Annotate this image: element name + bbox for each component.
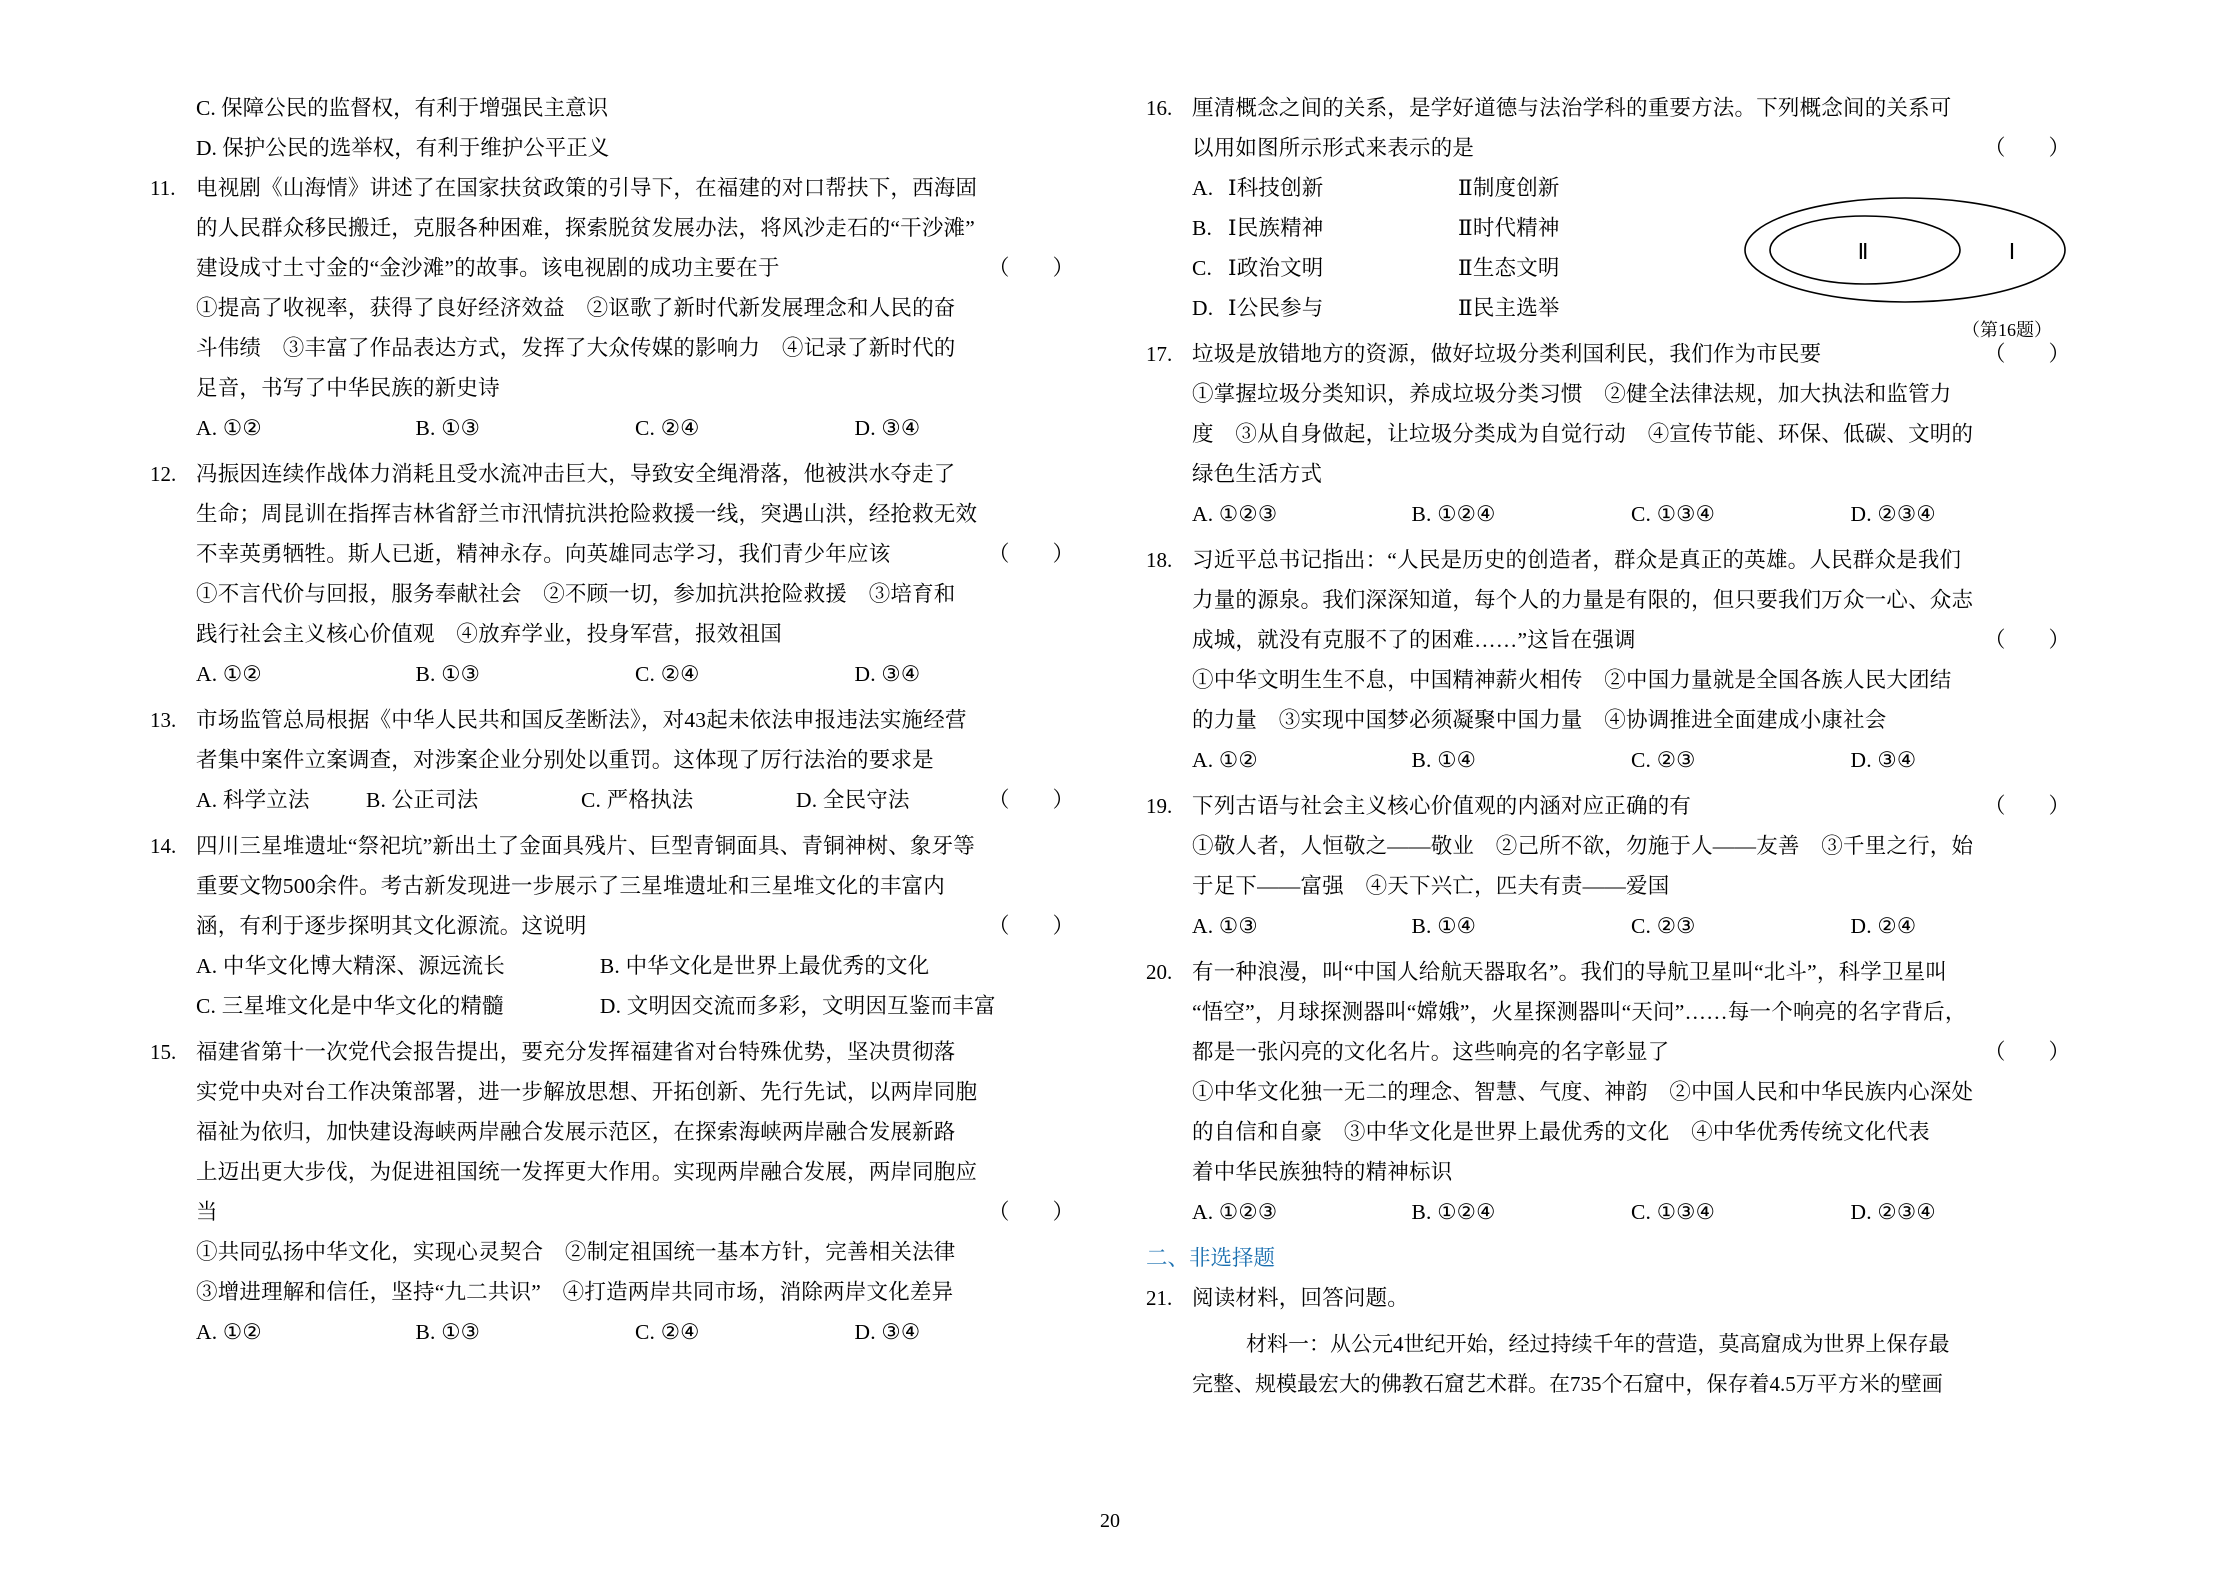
q16-line-1: 厘清概念之间的关系，是学好道德与法治学科的重要方法。下列概念间的关系可 [1192,96,1952,120]
q18-answer-paren: （ ） [1983,628,2070,652]
q15-option-a[interactable]: A. ①② [196,1320,262,1344]
q18-option-c[interactable]: C. ②③ [1631,748,1696,772]
question-21-number: 21. [1146,1286,1173,1310]
right-column [1146,88,2070,1448]
q17-option-b[interactable]: B. ①②④ [1411,502,1496,526]
q13-option-d[interactable]: D. 全民守法 [796,788,910,812]
outer-ellipse-label: Ⅰ [2008,239,2016,264]
q13-answer-paren: （ ） [987,788,1074,812]
q17-line-3: 度 ③从自身做起，让垃圾分类成为自觉行动 ④宣传节能、环保、低碳、文明的 [1192,422,1974,446]
q18-option-b[interactable]: B. ①④ [1411,748,1477,772]
q20-options [1192,1192,2070,1232]
q15-line-1: 福建省第十一次党代会报告提出，要充分发挥福建省对台特殊优势，坚决贯彻落 [196,1040,956,1064]
q15-options [196,1312,1074,1352]
question-11-number: 11. [150,176,176,200]
q17-option-c[interactable]: C. ①③④ [1631,502,1716,526]
q14-option-a[interactable]: A. 中华文化博大精深、源远流长 [196,954,505,978]
q17-option-d[interactable]: D. ②③④ [1850,502,1936,526]
two-column-layout [150,88,2070,1448]
q20-option-c[interactable]: C. ①③④ [1631,1200,1716,1224]
q18-line-2: 力量的源泉。我们深深知道，每个人的力量是有限的，但只要我们万众一心、众志 [1192,588,1974,612]
q12-line-4: ①不言代价与回报，服务奉献社会 ②不顾一切，参加抗洪抢险救援 ③培育和 [196,582,956,606]
q12-line-3: （ ） 不幸英勇牺牲。斯人已逝，精神永存。向英雄同志学习，我们青少年应该 [196,534,1074,574]
q18-line-1: 习近平总书记指出：“人民是历史的创造者，群众是真正的英雄。人民群众是我们 [1192,548,1962,572]
q17-answer-paren: （ ） [1983,342,2070,366]
question-15 [150,1032,1074,1352]
figure-caption-16: （第16题） [1962,320,2052,340]
q20-line-4: ①中华文化独一无二的理念、智慧、气度、神韵 ②中国人民和中华民族内心深处 [1192,1080,1974,1104]
q20-option-d[interactable]: D. ②③④ [1850,1200,1936,1224]
q11-line-1: 电视剧《山海情》讲述了在国家扶贫政策的引导下，在福建的对口帮扶下，西海固 [196,176,978,200]
q16-answer-paren: （ ） [1983,136,2070,160]
q19-answer-paren: （ ） [1983,794,2070,818]
q11-line-5: 斗伟绩 ③丰富了作品表达方式，发挥了大众传媒的影响力 ④记录了新时代的 [196,336,956,360]
q19-line-3: 于足下——富强 ④天下兴亡，匹夫有责——爱国 [1192,874,1670,898]
q18-option-a[interactable]: A. ①② [1192,748,1258,772]
question-19-number: 19. [1146,794,1173,818]
question-14-number: 14. [150,834,177,858]
q17-line-4: 绿色生活方式 [1192,462,1323,486]
q16-option-a[interactable]: A. Ⅰ科技创新 Ⅱ制度创新 [1192,176,1560,200]
q15-line-3: 福祉为依归，加快建设海峡两岸融合发展示范区，在探索海峡两岸融合发展新路 [196,1120,956,1144]
page-number: 20 [1100,1510,1120,1532]
question-14 [150,826,1074,1026]
question-16-number: 16. [1146,96,1173,120]
question-14-body [196,826,1074,1026]
question-13-body [196,700,1074,820]
q11-option-b[interactable]: B. ①③ [415,416,481,440]
q16-option-b[interactable]: B. Ⅰ民族精神 Ⅱ时代精神 [1192,216,1560,240]
q15-answer-paren: （ ） [987,1200,1074,1224]
q12-option-b[interactable]: B. ①③ [415,662,481,686]
q20-answer-paren: （ ） [1983,1040,2070,1064]
q18-line-5: 的力量 ③实现中国梦必须凝聚中国力量 ④协调推进全面建成小康社会 [1192,708,1887,732]
question-15-number: 15. [150,1040,177,1064]
q12-answer-paren: （ ） [987,542,1074,566]
q12-line-2: 生命；周昆训在指挥吉林省舒兰市汛情抗洪抢险救援一线，突遇山洪，经抢救无效 [196,502,978,526]
question-13-number: 13. [150,708,177,732]
q20-option-a[interactable]: A. ①②③ [1192,1200,1278,1224]
q21-material-line-1: 材料一：从公元4世纪开始，经过持续千年的营造，莫高窟成为世界上保存最 [1246,1332,1950,1356]
q20-line-6: 着中华民族独特的精神标识 [1192,1160,1453,1184]
q19-line-2: ①敬人者，人恒敬之——敬业 ②己所不欲，勿施于人——友善 ③千里之行，始 [1192,834,1974,858]
q11-line-4: ①提高了收视率，获得了良好经济效益 ②讴歌了新时代新发展理念和人民的奋 [196,296,956,320]
q21-material-line-2: 完整、规模最宏大的佛教石窟艺术群。在735个石窟中，保存着4.5万平方米的壁画 [1192,1372,1943,1396]
q15-option-b[interactable]: B. ①③ [415,1320,481,1344]
carryover-option-d: D. 保护公民的选举权，有利于维护公平正义 [196,136,610,160]
q12-option-a[interactable]: A. ①② [196,662,262,686]
q11-option-a[interactable]: A. ①② [196,416,262,440]
question-15-body [196,1032,1074,1352]
q14-line-2: 重要文物500余件。考古新发现进一步展示了三星堆遗址和三星堆文化的丰富内 [196,874,945,898]
question-19-body [1192,786,2070,946]
carryover-option-c: C. 保障公民的监督权，有利于增强民主意识 [196,96,609,120]
q19-options [1192,906,2070,946]
q11-options [196,408,1074,448]
q14-line-3: （ ） 涵，有利于逐步探明其文化源流。这说明 [196,906,1074,946]
q13-line-1: 市场监管总局根据《中华人民共和国反垄断法》，对43起未依法申报违法实施经营 [196,708,967,732]
q13-options [196,780,1074,820]
q18-options [1192,740,2070,780]
question-19 [1146,786,2070,946]
q11-option-c[interactable]: C. ②④ [635,416,700,440]
question-11 [150,168,1074,448]
q15-line-5: （ ） 当 [196,1192,1074,1232]
q13-option-b[interactable]: B. 公正司法 [366,788,479,812]
q11-answer-paren: （ ） [987,256,1074,280]
q15-option-c[interactable]: C. ②④ [635,1320,700,1344]
q19-line-1: （ ） 下列古语与社会主义核心价值观的内涵对应正确的有 [1192,786,2070,826]
q14-options-row-2 [196,986,1074,1026]
q14-option-b[interactable]: B. 中华文化是世界上最优秀的文化 [599,954,930,978]
question-12-number: 12. [150,462,177,486]
q19-option-d[interactable]: D. ②④ [1850,914,1917,938]
q14-option-d[interactable]: D. 文明因交流而多彩，文明因互鉴而丰富 [599,994,996,1018]
q15-line-6: ①共同弘扬中华文化，实现心灵契合 ②制定祖国统一基本方针，完善相关法律 [196,1240,956,1264]
q20-line-2: “悟空”，月球探测器叫“嫦娥”，火星探测器叫“天问”……每一个响亮的名字背后， [1192,1000,1967,1024]
venn-diagram-svg [1740,180,2070,320]
q11-line-6: 足音，书写了中华民族的新史诗 [196,376,500,400]
q13-line-2: 者集中案件立案调查，对涉案企业分别处以重罚。这体现了厉行法治的要求是 [196,748,934,772]
question-17-body [1192,334,2070,534]
q19-option-c[interactable]: C. ②③ [1631,914,1696,938]
question-20 [1146,952,2070,1232]
question-11-body [196,168,1074,448]
q13-option-c[interactable]: C. 严格执法 [581,788,694,812]
venn-diagram-figure [1740,180,2070,320]
question-17-number: 17. [1146,342,1173,366]
q12-line-5: 践行社会主义核心价值观 ④放弃学业，投身军营，报效祖国 [196,622,782,646]
q15-line-4: 上迈出更大步伐，为促进祖国统一发挥更大作用。实现两岸融合发展，两岸同胞应 [196,1160,978,1184]
q19-option-a[interactable]: A. ①③ [1192,914,1258,938]
q11-line-3: （ ） 建设成寸土寸金的“金沙滩”的故事。该电视剧的成功主要在于 [196,248,1074,288]
question-21 [1146,1278,2070,1318]
q20-line-5: 的自信和自豪 ③中华文化是世界上最优秀的文化 ④中华优秀传统文化代表 [1192,1120,1930,1144]
q14-line-1: 四川三星堆遗址“祭祀坑”新出土了金面具残片、巨型青铜面具、青铜神树、象牙等 [196,834,975,858]
question-18-body [1192,540,2070,780]
q12-option-d[interactable]: D. ③④ [854,662,921,686]
question-18 [1146,540,2070,780]
q16-line-2: （ ） 以用如图所示形式来表示的是 [1192,128,2070,168]
q16-option-d[interactable]: D. Ⅰ公民参与 Ⅱ民主选举 [1192,296,1560,320]
q14-answer-paren: （ ） [987,914,1074,938]
q12-options [196,654,1074,694]
q20-option-b[interactable]: B. ①②④ [1411,1200,1496,1224]
q19-option-b[interactable]: B. ①④ [1411,914,1477,938]
q16-options [1192,168,1752,328]
q14-options-row-1 [196,946,1074,986]
q15-line-7: ③增进理解和信任，坚持“九二共识” ④打造两岸共同市场，消除两岸文化差异 [196,1280,954,1304]
q12-option-c[interactable]: C. ②④ [635,662,700,686]
q20-line-1: 有一种浪漫，叫“中国人给航天器取名”。我们的导航卫星叫“北斗”，科学卫星叫 [1192,960,1948,984]
left-column [150,88,1074,1448]
question-20-number: 20. [1146,960,1173,984]
q16-option-c[interactable]: C. Ⅰ政治文明 Ⅱ生态文明 [1192,256,1560,280]
question-13 [150,700,1074,820]
q12-line-1: 冯振因连续作战体力消耗且受水流冲击巨大，导致安全绳滑落，他被洪水夺走了 [196,462,956,486]
q11-option-d[interactable]: D. ③④ [854,416,921,440]
q15-option-d[interactable]: D. ③④ [854,1320,921,1344]
q17-line-2: ①掌握垃圾分类知识，养成垃圾分类习惯 ②健全法律法规，加大执法和监管力 [1192,382,1952,406]
question-18-number: 18. [1146,548,1173,572]
q18-line-4: ①中华文明生生不息，中国精神薪火相传 ②中国力量就是全国各族人民大团结 [1192,668,1952,692]
q17-line-1: （ ） 垃圾是放错地方的资源，做好垃圾分类利国利民，我们作为市民要 [1192,334,2070,374]
q18-line-3: （ ） 成城，就没有克服不了的困难……”这旨在强调 [1192,620,2070,660]
outer-ellipse [1745,198,2065,302]
question-21-body [1192,1278,2070,1318]
question-20-body [1192,952,2070,1232]
q15-line-2: 实党中央对台工作决策部署，进一步解放思想、开拓创新、先行先试，以两岸同胞 [196,1080,978,1104]
q18-option-d[interactable]: D. ③④ [1850,748,1917,772]
q21-stem: 阅读材料，回答问题。 [1192,1286,1410,1310]
question-12 [150,454,1074,694]
q13-option-a[interactable]: A. 科学立法 [196,788,310,812]
q17-options [1192,494,2070,534]
q11-line-2: 的人民群众移民搬迁，克服各种困难，探索脱贫发展办法，将风沙走石的“干沙滩” [196,216,975,240]
q20-line-3: （ ） 都是一张闪亮的文化名片。这些响亮的名字彰显了 [1192,1032,2070,1072]
question-17 [1146,334,2070,534]
q17-option-a[interactable]: A. ①②③ [1192,502,1278,526]
question-12-body [196,454,1074,694]
inner-ellipse-label: Ⅱ [1857,239,1869,264]
section-heading-non-multiple-choice: 二、非选择题 [1146,1246,1276,1270]
q14-option-c[interactable]: C. 三星堆文化是中华文化的精髓 [196,994,504,1018]
